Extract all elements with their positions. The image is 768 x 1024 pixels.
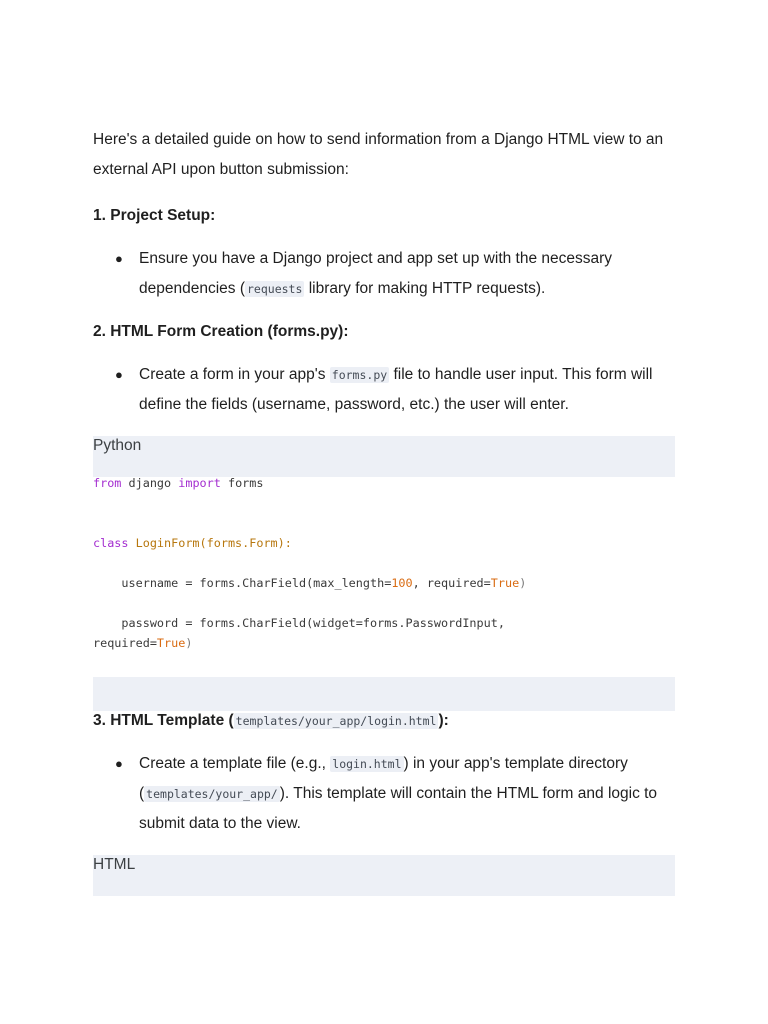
section-2-heading: 2. HTML Form Creation (forms.py): [93,323,349,340]
bullet-dot-icon: ● [115,251,123,266]
bullet-text-post: library for making HTTP requests). [304,280,546,297]
code-line-2: class LoginForm(forms.Form): [93,536,292,550]
bullet-dot-icon: ● [115,367,123,382]
code-language-label: HTML [93,856,136,873]
inline-code-forms-py: forms.py [331,368,388,382]
code-block-header-python [93,436,675,477]
section-2-bullet [93,360,675,420]
code-line-3: username = forms.CharField(max_length=100, required=True) [93,576,527,590]
code-block-footer [93,677,675,711]
code-line-1: from django import forms [93,476,264,490]
section-3-heading: 3. HTML Template ( templates/your_app/login.html ): [93,712,449,729]
section-3-bullet: ● Create a template file (e.g., login.html ) in your app's template directory ( templates/your_app/ ). This template will contain the HTML form and logic to submit data to the view. [93,749,675,839]
code-block-python [93,473,675,653]
inline-code-templates-dir: templates/your_app/ [146,787,278,801]
bullet-text-post: file to handle user input. This form will define the fields (username, password, etc.) the user will enter. [139,366,653,413]
code-line-4: password = forms.CharField(widget=forms.PasswordInput, [93,616,505,630]
inline-code-template-path: templates/your_app/login.html [235,714,437,728]
code-line-5: required=True) [93,636,193,650]
inline-code-requests: requests [247,282,303,296]
bullet-text-pre: Create a form in your app's [139,366,330,383]
bullet-text-pre: Ensure you have a Django project and app set up with the necessary dependencies ( [139,250,613,297]
document-body [93,125,675,896]
code-block-header-html [93,855,675,896]
intro-paragraph: Here's a detailed guide on how to send information from a Django HTML view to an external API upon button submission: [93,131,664,178]
inline-code-login-html: login.html [332,757,402,771]
section-1-bullet [93,244,675,304]
code-language-label: Python [93,437,142,454]
bullet-dot-icon: ● [115,756,123,771]
section-1-heading: 1. Project Setup: [93,207,216,224]
